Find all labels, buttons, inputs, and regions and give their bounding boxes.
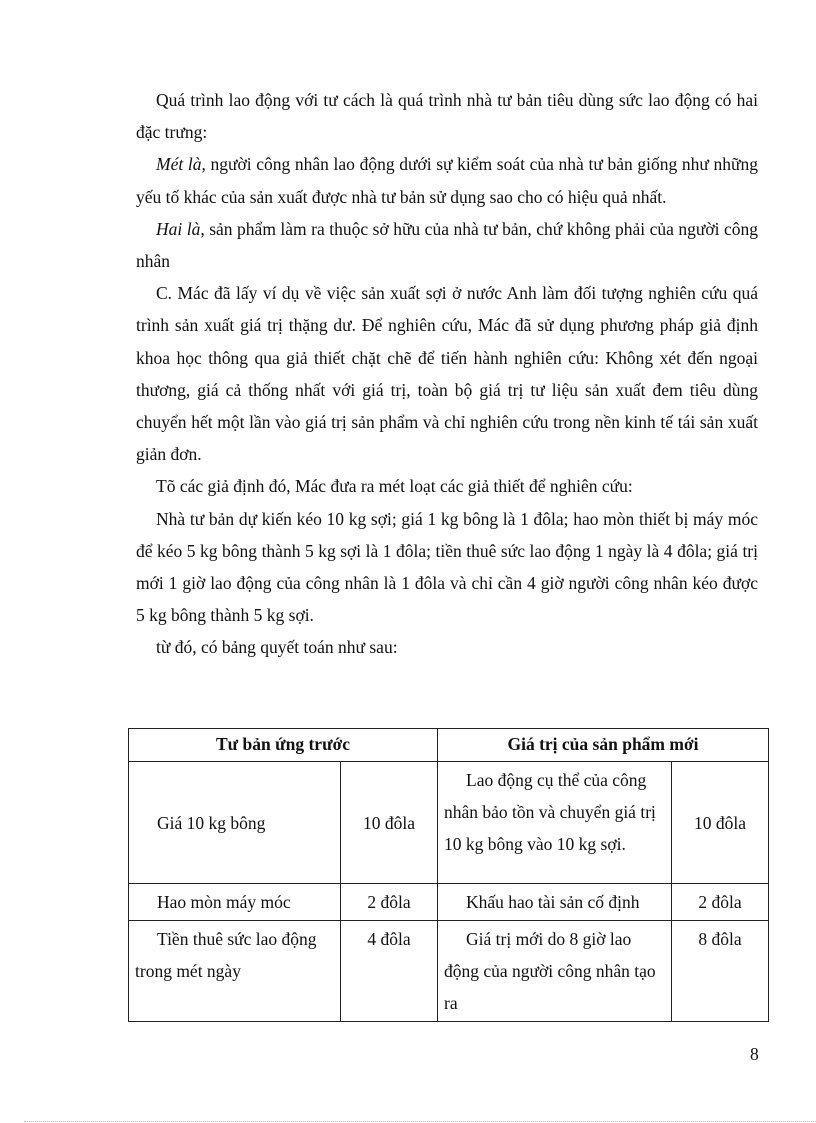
- settlement-table: [128, 728, 769, 1022]
- table-cell: [672, 884, 769, 921]
- paragraph-6: [136, 503, 758, 632]
- paragraph-5: [136, 470, 758, 502]
- body-text: [136, 84, 758, 664]
- paragraph-5-text: Tõ các giả định đó, Mác đưa ra mét loạt các giả thiết để nghiên cứu:: [156, 476, 633, 497]
- paragraph-7-text: từ đó, có bảng quyết toán như sau:: [156, 637, 398, 658]
- paragraph-3-text: sản phẩm làm ra thuộc sở hữu của nhà tư bản, chứ không phải của người công nhân: [136, 218, 758, 272]
- page-divider: [24, 1121, 816, 1122]
- cell-right-item: Khấu hao tài sản cố định: [466, 892, 640, 912]
- table-row: [129, 884, 769, 921]
- table-cell: [341, 921, 438, 1022]
- paragraph-1-text: Quá trình lao động với tư cách là quá trình nhà tư bản tiêu dùng sức lao động có hai đặc trưng:: [136, 90, 758, 143]
- paragraph-2-lead: Mét là,: [156, 154, 206, 175]
- table-cell: [672, 921, 769, 1022]
- paragraph-2: [136, 148, 758, 212]
- header-advanced-capital: Tư bản ứng trước: [129, 729, 438, 762]
- paragraph-3: [136, 213, 758, 277]
- cell-right-item: Giá trị mới do 8 giờ lao động của người công nhân tạo ra: [444, 929, 656, 1013]
- cell-left-item: Hao mòn máy móc: [157, 892, 291, 912]
- table-cell: [438, 884, 672, 921]
- table-cell: [672, 762, 769, 884]
- header-new-product-value: Giá trị của sản phẩm mới: [438, 729, 769, 762]
- table-row: [129, 921, 769, 1022]
- cell-right-value: 8 đôla: [698, 929, 742, 949]
- table-cell: [341, 762, 438, 884]
- table-cell: [129, 921, 341, 1022]
- table-cell: [438, 762, 672, 884]
- paragraph-4-text: C. Mác đã lấy ví dụ về việc sản xuất sợi ở nước Anh làm đối tượng nghiên cứu quá trình sản xuất giá trị thặng dư. Để nghiên cứu, Mác đã sử dụng phương pháp giả định khoa học thông qua giả thiết chặt chẽ để tiến hành nghiên cứu: Không xét đến ngoại thương, giá cả thống nhất với giá trị, toàn bộ giá trị tư liệu sản xuất đem tiêu dùng chuyển hết một lần vào giá trị sản phẩm và chỉ nghiên cứu trong nền kinh tế tái sản xuất giản đơn.: [136, 283, 758, 465]
- paragraph-2-text: người công nhân lao động dưới sự kiểm soát của nhà tư bản giống như những yếu tố khác của sản xuất được nhà tư bản sử dụng sao cho có hiệu quả nhất.: [136, 154, 758, 207]
- paragraph-6-text: Nhà tư bản dự kiến kéo 10 kg sợi; giá 1 kg bông là 1 đôla; hao mòn thiết bị máy móc để kéo 5 kg bông thành 5 kg sợi là 1 đôla; tiền thuê sức lao động 1 ngày là 4 đôla; giá trị mới 1 giờ lao động của công nhân là 1 đôla và chỉ cần 4 giờ người công nhân kéo được 5 kg bông thành 5 kg sợi.: [136, 508, 758, 626]
- table-cell: [129, 884, 341, 921]
- cell-right-item: Lao động cụ thể của công nhân bảo tồn và chuyển giá trị 10 kg bông vào 10 kg sợi.: [444, 770, 656, 854]
- cell-left-value: 4 đôla: [367, 929, 411, 949]
- cell-right-value: 10 đôla: [693, 812, 746, 833]
- table-row: [129, 762, 769, 884]
- paragraph-3-lead: Hai là,: [156, 218, 205, 239]
- cell-left-value: 10 đôla: [362, 812, 415, 833]
- table-cell: [129, 762, 341, 884]
- paragraph-1: [136, 84, 758, 148]
- cell-left-item: Giá 10 kg bông: [157, 812, 266, 833]
- table-cell: [341, 884, 438, 921]
- page-number: 8: [750, 1044, 759, 1064]
- table-cell: [438, 921, 672, 1022]
- cell-right-value: 2 đôla: [698, 892, 742, 912]
- paragraph-4: [136, 277, 758, 470]
- table-header-row: [129, 729, 769, 762]
- cell-left-value: 2 đôla: [367, 892, 411, 912]
- cell-left-item: Tiền thuê sức lao động trong mét ngày: [135, 929, 317, 981]
- paragraph-7: [136, 631, 758, 663]
